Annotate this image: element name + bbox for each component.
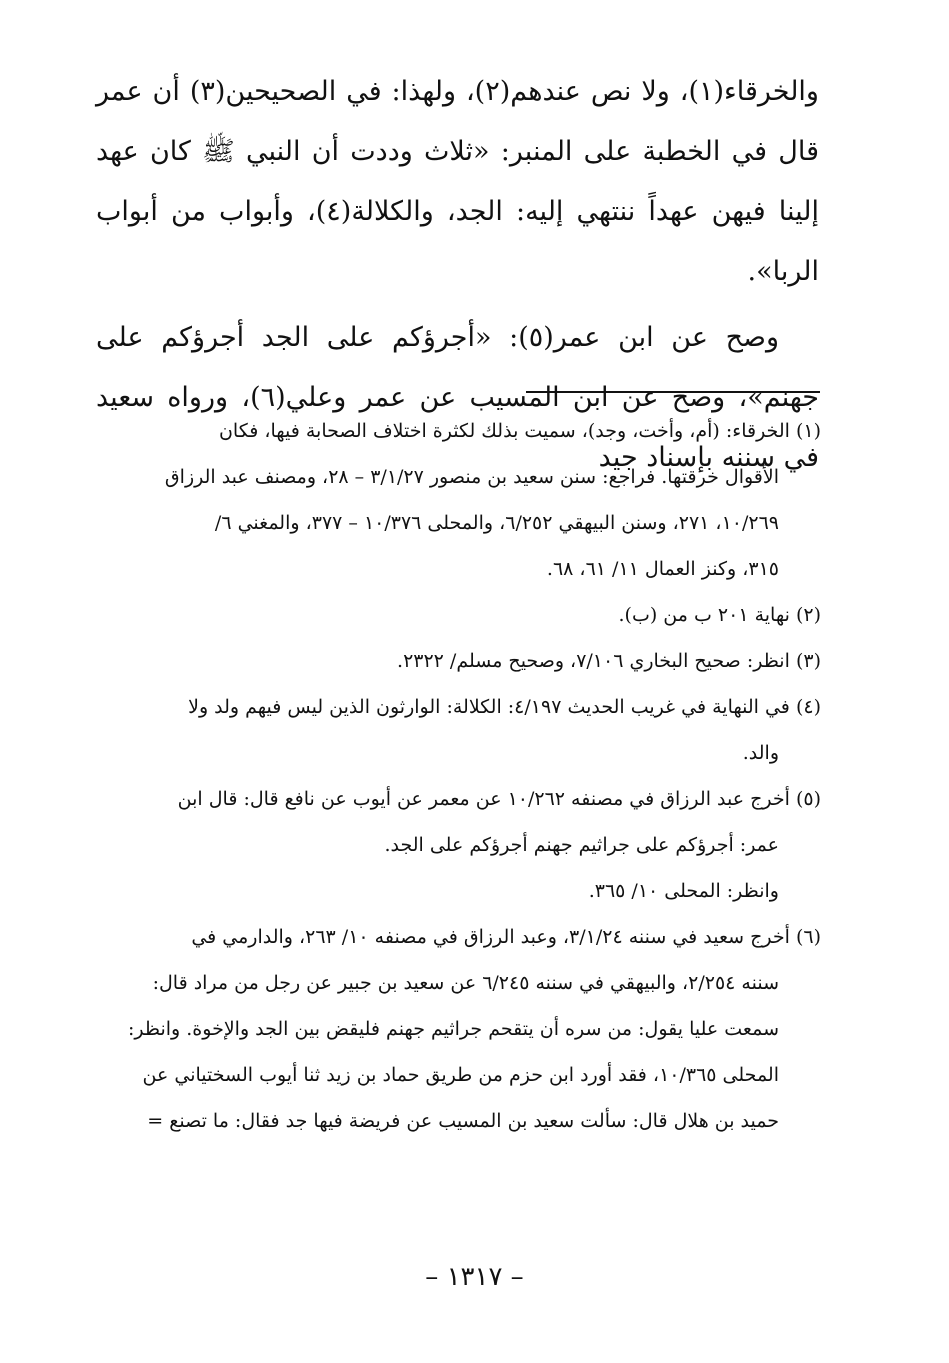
footnote-number: (٦) [795,926,821,948]
footnote-line: أخرج عبد الرزاق في مصنفه ١٠/٢٦٢ عن معمر عن أيوب عن نافع قال: قال ابن [177,788,790,810]
footnote-6 [96,914,821,1144]
footnote-line: وانظر: المحلى ١٠/ ٣٦٥. [588,880,779,902]
footnote-line: حميد بن هلال قال: سألت سعيد بن المسيب عن فريضة فيها جد فقال: ما تصنع = [147,1110,779,1132]
footnote-line: والد. [742,742,779,764]
footnote-line: انظر: صحيح البخاري ٧/١٠٦، وصحيح مسلم/ ٢٣٢٢. [397,650,790,672]
paragraph-2: وصح عن ابن عمر(٥): «أجرؤكم على الجد أجرؤكم على جهنم»، وصح عن ابن المسيب عن عمر وعلي(٦)، ورواه سعيد في سننه بإسناد جيد [96,322,819,473]
footnote-1 [96,408,821,592]
footnote-number: (٣) [795,650,821,672]
footnote-line: المحلى ١٠/٣٦٥، فقد أورد ابن حزم من طريق حماد بن زيد ثنا أيوب السختياني عن [142,1064,779,1086]
footnote-number: (٢) [795,604,821,626]
footnote-line: ١٠/٢٦٩، ٢٧١، وسنن البيهقي ٦/٢٥٢، والمحلى ١٠/٣٧٦ – ٣٧٧، والمغني ٦/ [214,512,779,534]
footnote-line: الأقوال خرقتها. فراجع: سنن سعيد بن منصور ٣/١/٢٧ – ٢٨، ومصنف عبد الرزاق [164,466,779,488]
footnote-line: نهاية ٢٠١ ب من (ب). [618,604,790,626]
footnote-line: الخرقاء: (أم، وأخت، وجد)، سميت بذلك لكثرة اختلاف الصحابة فيها، فكان [218,420,790,442]
page-number: – ١٣١٧ – [425,1262,524,1292]
footnote-2 [96,592,821,638]
footnote-line: في النهاية في غريب الحديث ٤/١٩٧: الكلالة: الوارثون الذين ليس فيهم ولد ولا [188,696,790,718]
footnote-line: سمعت عليا يقول: من سره أن يتقحم جراثيم جهنم فليقض بين الجد والإخوة. وانظر: [128,1018,779,1040]
footnote-number: (٥) [795,788,821,810]
footnote-line: عمر: أجرؤكم على جراثيم جهنم أجرؤكم على الجد. [384,834,779,856]
footnote-line: أخرج سعيد في سننه ٣/١/٢٤، وعبد الرزاق في مصنفه ١٠/ ٢٦٣، والدارمي في [191,926,790,948]
footnote-number: (٤) [795,696,821,718]
footnote-3 [96,638,821,684]
footnote-5 [96,776,821,914]
footnote-number: (١) [795,420,821,442]
footnote-4 [96,684,821,776]
footnotes [96,408,821,1144]
footnote-divider [526,391,820,393]
footnote-line: ٣١٥، وكنز العمال ١١/ ٦١، ٦٨. [546,558,779,580]
footnote-line: سننه ٢/٢٥٤، والبيهقي في سننه ٦/٢٤٥ عن سعيد بن جبير عن رجل من مراد قال: [152,972,779,994]
paragraph-1: والخرقاء(١)، ولا نص عندهم(٢)، ولهذا: في الصحيحين(٣) أن عمر قال في الخطبة على المنبر: «ثلاث وددت أن النبي ﷺ كان عهد إلينا فيهن عهداً ننتهي إليه: الجد، والكلالة(٤)، وأبواب من أبواب الربا». [96,76,819,287]
